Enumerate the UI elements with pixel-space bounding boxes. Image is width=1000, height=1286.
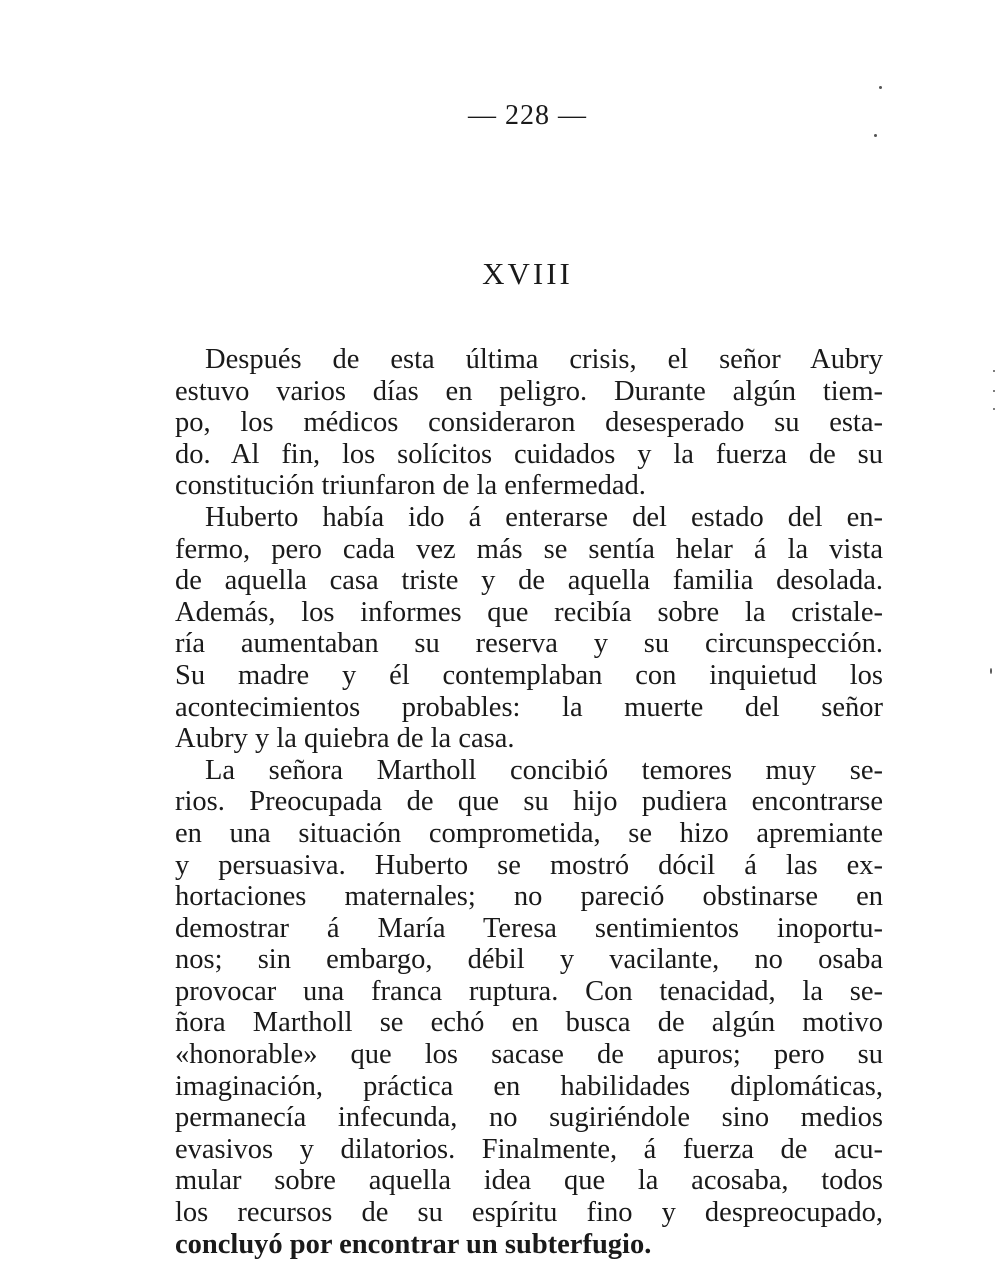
text-line: po, los médicos consideraron desesperado su esta-: [175, 407, 883, 439]
text-line: Su madre y él contemplaban con inquietud los: [175, 659, 883, 691]
text-line: concluyó por encontrar un subterfugio.: [175, 1228, 652, 1260]
text-line: y persuasiva. Huberto se mostró dócil á las ex-: [175, 849, 883, 881]
text-line: provocar una franca ruptura. Con tenacidad, la se-: [175, 975, 883, 1007]
text-line: nos; sin embargo, débil y vacilante, no osaba: [175, 944, 883, 976]
text-line: permanecía infecunda, no sugiriéndole sino medios: [175, 1102, 883, 1134]
text-line: estuvo varios días en peligro. Durante algún tiem-: [175, 375, 883, 407]
text-line: ñora Martholl se echó en busca de algún motivo: [175, 1007, 883, 1039]
text-line: evasivos y dilatorios. Finalmente, á fuerza de acu-: [175, 1133, 883, 1165]
scan-speck: [993, 370, 995, 372]
chapter-heading: XVIII: [482, 256, 573, 291]
text-line: acontecimientos probables: la muerte del señor: [175, 691, 883, 723]
text-line: de aquella casa triste y de aquella familia desolada.: [175, 565, 883, 597]
text-line: mular sobre aquella idea que la acosaba, todos: [175, 1165, 883, 1197]
text-line: fermo, pero cada vez más se sentía helar á la vista: [175, 533, 883, 565]
text-line: los recursos de su espíritu fino y despreocupado,: [175, 1197, 883, 1229]
text-line: Aubry y la quiebra de la casa.: [175, 723, 515, 755]
text-line: demostrar á María Teresa sentimientos inoportu-: [175, 912, 883, 944]
scan-speck: [990, 668, 992, 674]
text-line: Después de esta última crisis, el señor Aubry: [205, 344, 883, 375]
text-line: hortaciones maternales; no pareció obstinarse en: [175, 881, 883, 913]
text-line: Además, los informes que recibía sobre la cristale-: [175, 596, 883, 628]
text-line: do. Al fin, los solícitos cuidados y la fuerza de su: [175, 438, 883, 470]
page-number: — 228 —: [468, 100, 587, 131]
text-line: Huberto había ido á enterarse del estado del en-: [205, 501, 883, 533]
text-line: en una situación comprometida, se hizo apremiante: [175, 817, 883, 849]
scan-speck: [993, 408, 995, 410]
scan-speck: [874, 134, 877, 137]
scan-speck: [879, 86, 882, 89]
text-line: «honorable» que los sacase de apuros; pero su: [175, 1039, 883, 1071]
text-line: imaginación, práctica en habilidades diplomáticas,: [175, 1070, 883, 1102]
text-line: ría aumentaban su reserva y su circunspección.: [175, 628, 883, 660]
scan-speck: [993, 390, 995, 392]
text-line: constitución triunfaron de la enfermedad.: [175, 470, 646, 502]
text-line: La señora Martholl concibió temores muy se-: [205, 754, 883, 786]
text-line: rios. Preocupada de que su hijo pudiera encontrarse: [175, 786, 883, 818]
body-text: [175, 344, 883, 1260]
